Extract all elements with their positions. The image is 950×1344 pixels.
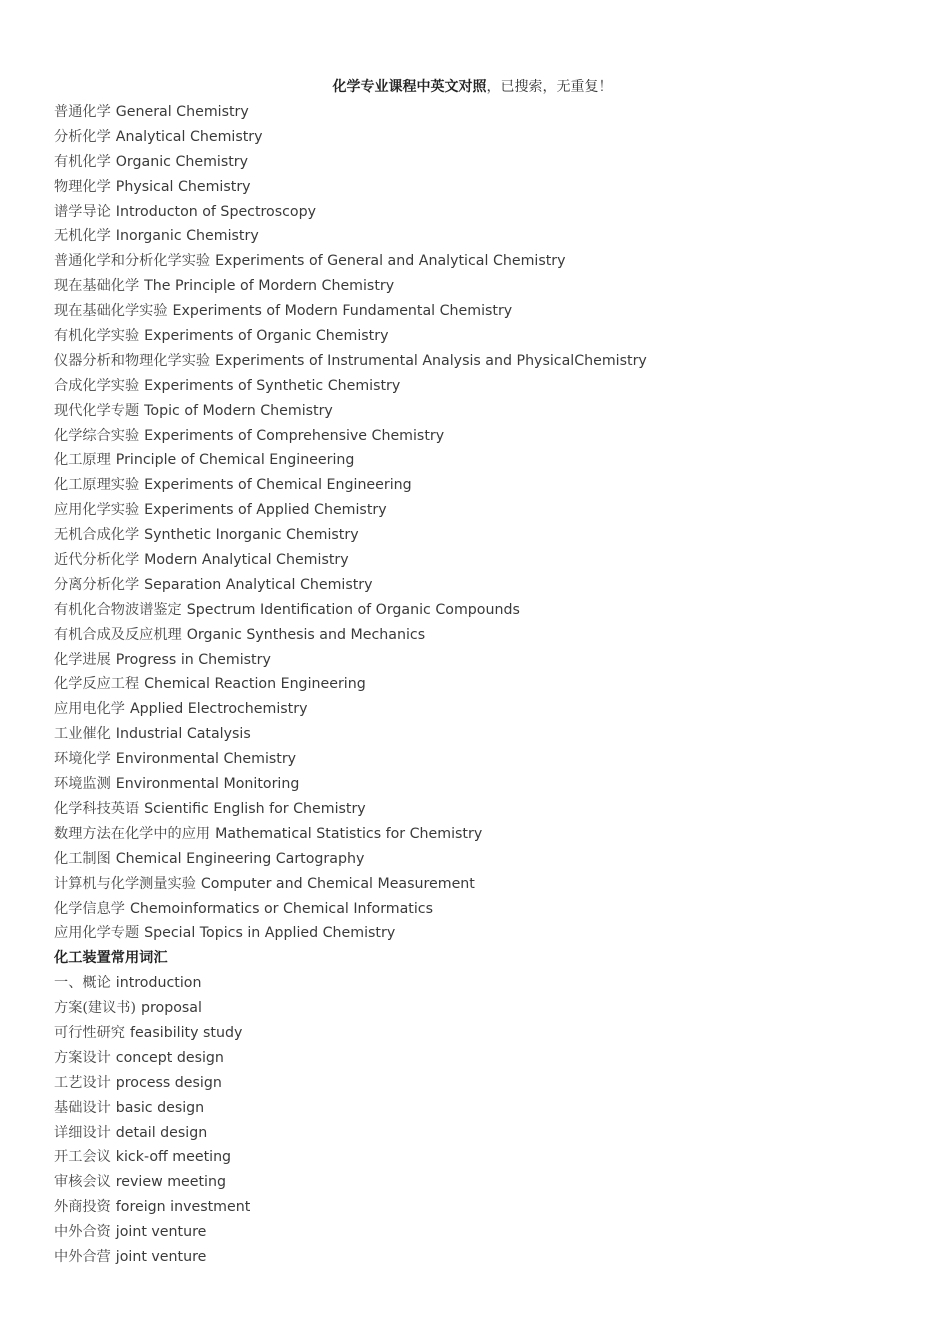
course-name-zh: 有机化学实验 [54, 328, 140, 345]
document-title-main: 化学专业课程中英文对照 [332, 79, 487, 95]
vocab-term-en: foreign investment [115, 1199, 251, 1216]
course-entry [54, 201, 914, 226]
course-name-zh: 有机合成及反应机理 [54, 626, 182, 643]
course-name-en: Organic Synthesis and Mechanics [186, 626, 426, 643]
vocab-term-zh: 中外合资 [54, 1224, 111, 1241]
vocab-term-en: proposal [141, 1000, 202, 1017]
course-entry [54, 449, 914, 474]
vocab-entry [54, 1171, 914, 1196]
course-name-zh: 近代分析化学 [54, 552, 140, 569]
vocab-entry [54, 972, 914, 997]
vocab-entry [54, 1022, 914, 1047]
course-name-en: Applied Electrochemistry [129, 701, 308, 718]
course-entry [54, 922, 914, 947]
course-name-en: Experiments of Comprehensive Chemistry [144, 427, 445, 444]
course-name-zh: 现在基础化学 [54, 278, 140, 295]
course-entry [54, 574, 914, 599]
vocab-term-en: review meeting [115, 1174, 226, 1191]
vocab-term-zh: 一、概论 [54, 975, 111, 992]
course-name-en: Physical Chemistry [115, 178, 251, 195]
vocab-term-en: feasibility study [129, 1024, 243, 1041]
vocab-term-en: joint venture [115, 1248, 207, 1265]
course-name-zh: 有机化合物波谱鉴定 [54, 601, 182, 618]
vocab-term-zh: 审核会议 [54, 1174, 111, 1191]
course-name-en: Principle of Chemical Engineering [115, 452, 355, 469]
course-entry [54, 151, 914, 176]
course-entry [54, 798, 914, 823]
course-entry [54, 250, 914, 275]
course-name-en: Chemical Engineering Cartography [115, 850, 365, 867]
course-name-en: Experiments of Instrumental Analysis and PhysicalChemistry [215, 352, 647, 369]
course-entry [54, 848, 914, 873]
vocab-term-en: basic design [115, 1099, 205, 1116]
vocab-term-zh: 方案设计 [54, 1049, 111, 1066]
course-entry [54, 873, 914, 898]
course-entry [54, 400, 914, 425]
vocab-entry [54, 1221, 914, 1246]
vocab-entry [54, 1146, 914, 1171]
course-entry [54, 773, 914, 798]
section-heading: 化工装置常用词汇 [54, 950, 168, 967]
course-name-zh: 化学综合实验 [54, 427, 140, 444]
vocab-term-zh: 中外合营 [54, 1248, 111, 1265]
vocab-term-zh: 工艺设计 [54, 1074, 111, 1091]
course-name-zh: 应用化学实验 [54, 502, 140, 519]
course-name-en: Organic Chemistry [115, 153, 249, 170]
course-entry [54, 350, 914, 375]
course-name-zh: 应用电化学 [54, 701, 125, 718]
course-entry [54, 624, 914, 649]
course-entry [54, 673, 914, 698]
course-entry [54, 524, 914, 549]
course-entry [54, 499, 914, 524]
course-name-en: Computer and Chemical Measurement [200, 875, 475, 892]
vocab-term-en: concept design [115, 1049, 224, 1066]
course-name-zh: 化工原理 [54, 452, 111, 469]
course-name-zh: 无机合成化学 [54, 527, 140, 544]
course-entry [54, 225, 914, 250]
course-name-en: Experiments of General and Analytical Chemistry [215, 253, 566, 270]
course-entry [54, 549, 914, 574]
vocab-entry [54, 1047, 914, 1072]
course-name-en: Mathematical Statistics for Chemistry [215, 825, 483, 842]
course-name-en: Industrial Catalysis [115, 726, 251, 743]
course-name-en: Chemoinformatics or Chemical Informatics [129, 900, 433, 917]
vocab-term-en: joint venture [115, 1224, 207, 1241]
vocab-term-en: kick-off meeting [115, 1149, 232, 1166]
course-name-en: Separation Analytical Chemistry [144, 576, 373, 593]
course-entry [54, 698, 914, 723]
vocab-term-zh: 开工会议 [54, 1149, 111, 1166]
course-name-zh: 化工制图 [54, 850, 111, 867]
course-name-zh: 分析化学 [54, 128, 111, 145]
course-entry [54, 300, 914, 325]
vocab-entry [54, 1196, 914, 1221]
vocab-term-en: introduction [115, 975, 202, 992]
course-name-zh: 化学科技英语 [54, 800, 140, 817]
course-name-zh: 分离分析化学 [54, 576, 140, 593]
document-title [0, 77, 945, 97]
vocab-term-en: process design [115, 1074, 222, 1091]
course-name-zh: 谱学导论 [54, 203, 111, 220]
course-name-en: The Principle of Mordern Chemistry [144, 278, 395, 295]
course-name-en: Environmental Chemistry [115, 751, 297, 768]
course-name-zh: 计算机与化学测量实验 [54, 875, 196, 892]
vocab-term-zh: 可行性研究 [54, 1024, 125, 1041]
course-name-en: Topic of Modern Chemistry [144, 402, 333, 419]
course-name-en: Chemical Reaction Engineering [144, 676, 366, 693]
vocab-entry [54, 997, 914, 1022]
course-name-en: Experiments of Synthetic Chemistry [144, 377, 401, 394]
course-name-en: Progress in Chemistry [115, 651, 271, 668]
course-name-en: Experiments of Applied Chemistry [144, 502, 387, 519]
vocab-term-en: detail design [115, 1124, 208, 1141]
course-name-zh: 环境化学 [54, 751, 111, 768]
course-name-zh: 环境监测 [54, 776, 111, 793]
course-name-zh: 物理化学 [54, 178, 111, 195]
course-name-zh: 普通化学和分析化学实验 [54, 253, 211, 270]
course-entry [54, 176, 914, 201]
course-name-en: Synthetic Inorganic Chemistry [144, 527, 359, 544]
course-name-zh: 合成化学实验 [54, 377, 140, 394]
course-entry [54, 723, 914, 748]
course-entry [54, 325, 914, 350]
course-entry [54, 823, 914, 848]
course-name-zh: 现代化学专题 [54, 402, 140, 419]
course-entry [54, 599, 914, 624]
course-entry [54, 275, 914, 300]
vocab-term-zh: 外商投资 [54, 1199, 111, 1216]
course-name-en: Special Topics in Applied Chemistry [144, 925, 396, 942]
course-entry [54, 101, 914, 126]
course-name-zh: 现在基础化学实验 [54, 303, 168, 320]
course-name-en: Environmental Monitoring [115, 776, 300, 793]
course-name-zh: 工业催化 [54, 726, 111, 743]
course-entry [54, 748, 914, 773]
course-name-zh: 应用化学专题 [54, 925, 140, 942]
course-name-en: Experiments of Organic Chemistry [144, 328, 389, 345]
course-entry [54, 375, 914, 400]
vocab-entry [54, 1097, 914, 1122]
course-entry [54, 649, 914, 674]
entry-list [54, 101, 914, 1271]
course-entry [54, 425, 914, 450]
course-name-zh: 化学信息学 [54, 900, 125, 917]
course-name-en: Scientific English for Chemistry [144, 800, 366, 817]
vocab-term-zh: 详细设计 [54, 1124, 111, 1141]
course-name-zh: 化工原理实验 [54, 477, 140, 494]
course-entry [54, 898, 914, 923]
course-name-zh: 无机化学 [54, 228, 111, 245]
course-name-zh: 仪器分析和物理化学实验 [54, 352, 211, 369]
course-entry [54, 474, 914, 499]
vocab-term-zh: 方案(建议书) [54, 1000, 137, 1017]
course-name-en: General Chemistry [115, 104, 249, 120]
course-name-en: Experiments of Chemical Engineering [144, 477, 412, 494]
course-name-en: Analytical Chemistry [115, 128, 263, 145]
course-name-en: Modern Analytical Chemistry [144, 552, 349, 569]
course-name-zh: 数理方法在化学中的应用 [54, 825, 211, 842]
course-name-en: Inorganic Chemistry [115, 228, 259, 245]
course-name-en: Introducton of Spectroscopy [115, 203, 317, 220]
vocab-term-zh: 基础设计 [54, 1099, 111, 1116]
course-name-en: Spectrum Identification of Organic Compounds [186, 601, 520, 618]
course-name-en: Experiments of Modern Fundamental Chemistry [172, 303, 513, 320]
vocab-entry [54, 1122, 914, 1147]
vocab-entry [54, 1246, 914, 1271]
vocab-entry [54, 1072, 914, 1097]
document-title-note: ，已搜索，无重复！ [486, 79, 613, 95]
course-name-zh: 有机化学 [54, 153, 111, 170]
course-name-zh: 化学反应工程 [54, 676, 140, 693]
course-name-zh: 化学进展 [54, 651, 111, 668]
course-entry [54, 126, 914, 151]
course-name-zh: 普通化学 [54, 104, 111, 120]
